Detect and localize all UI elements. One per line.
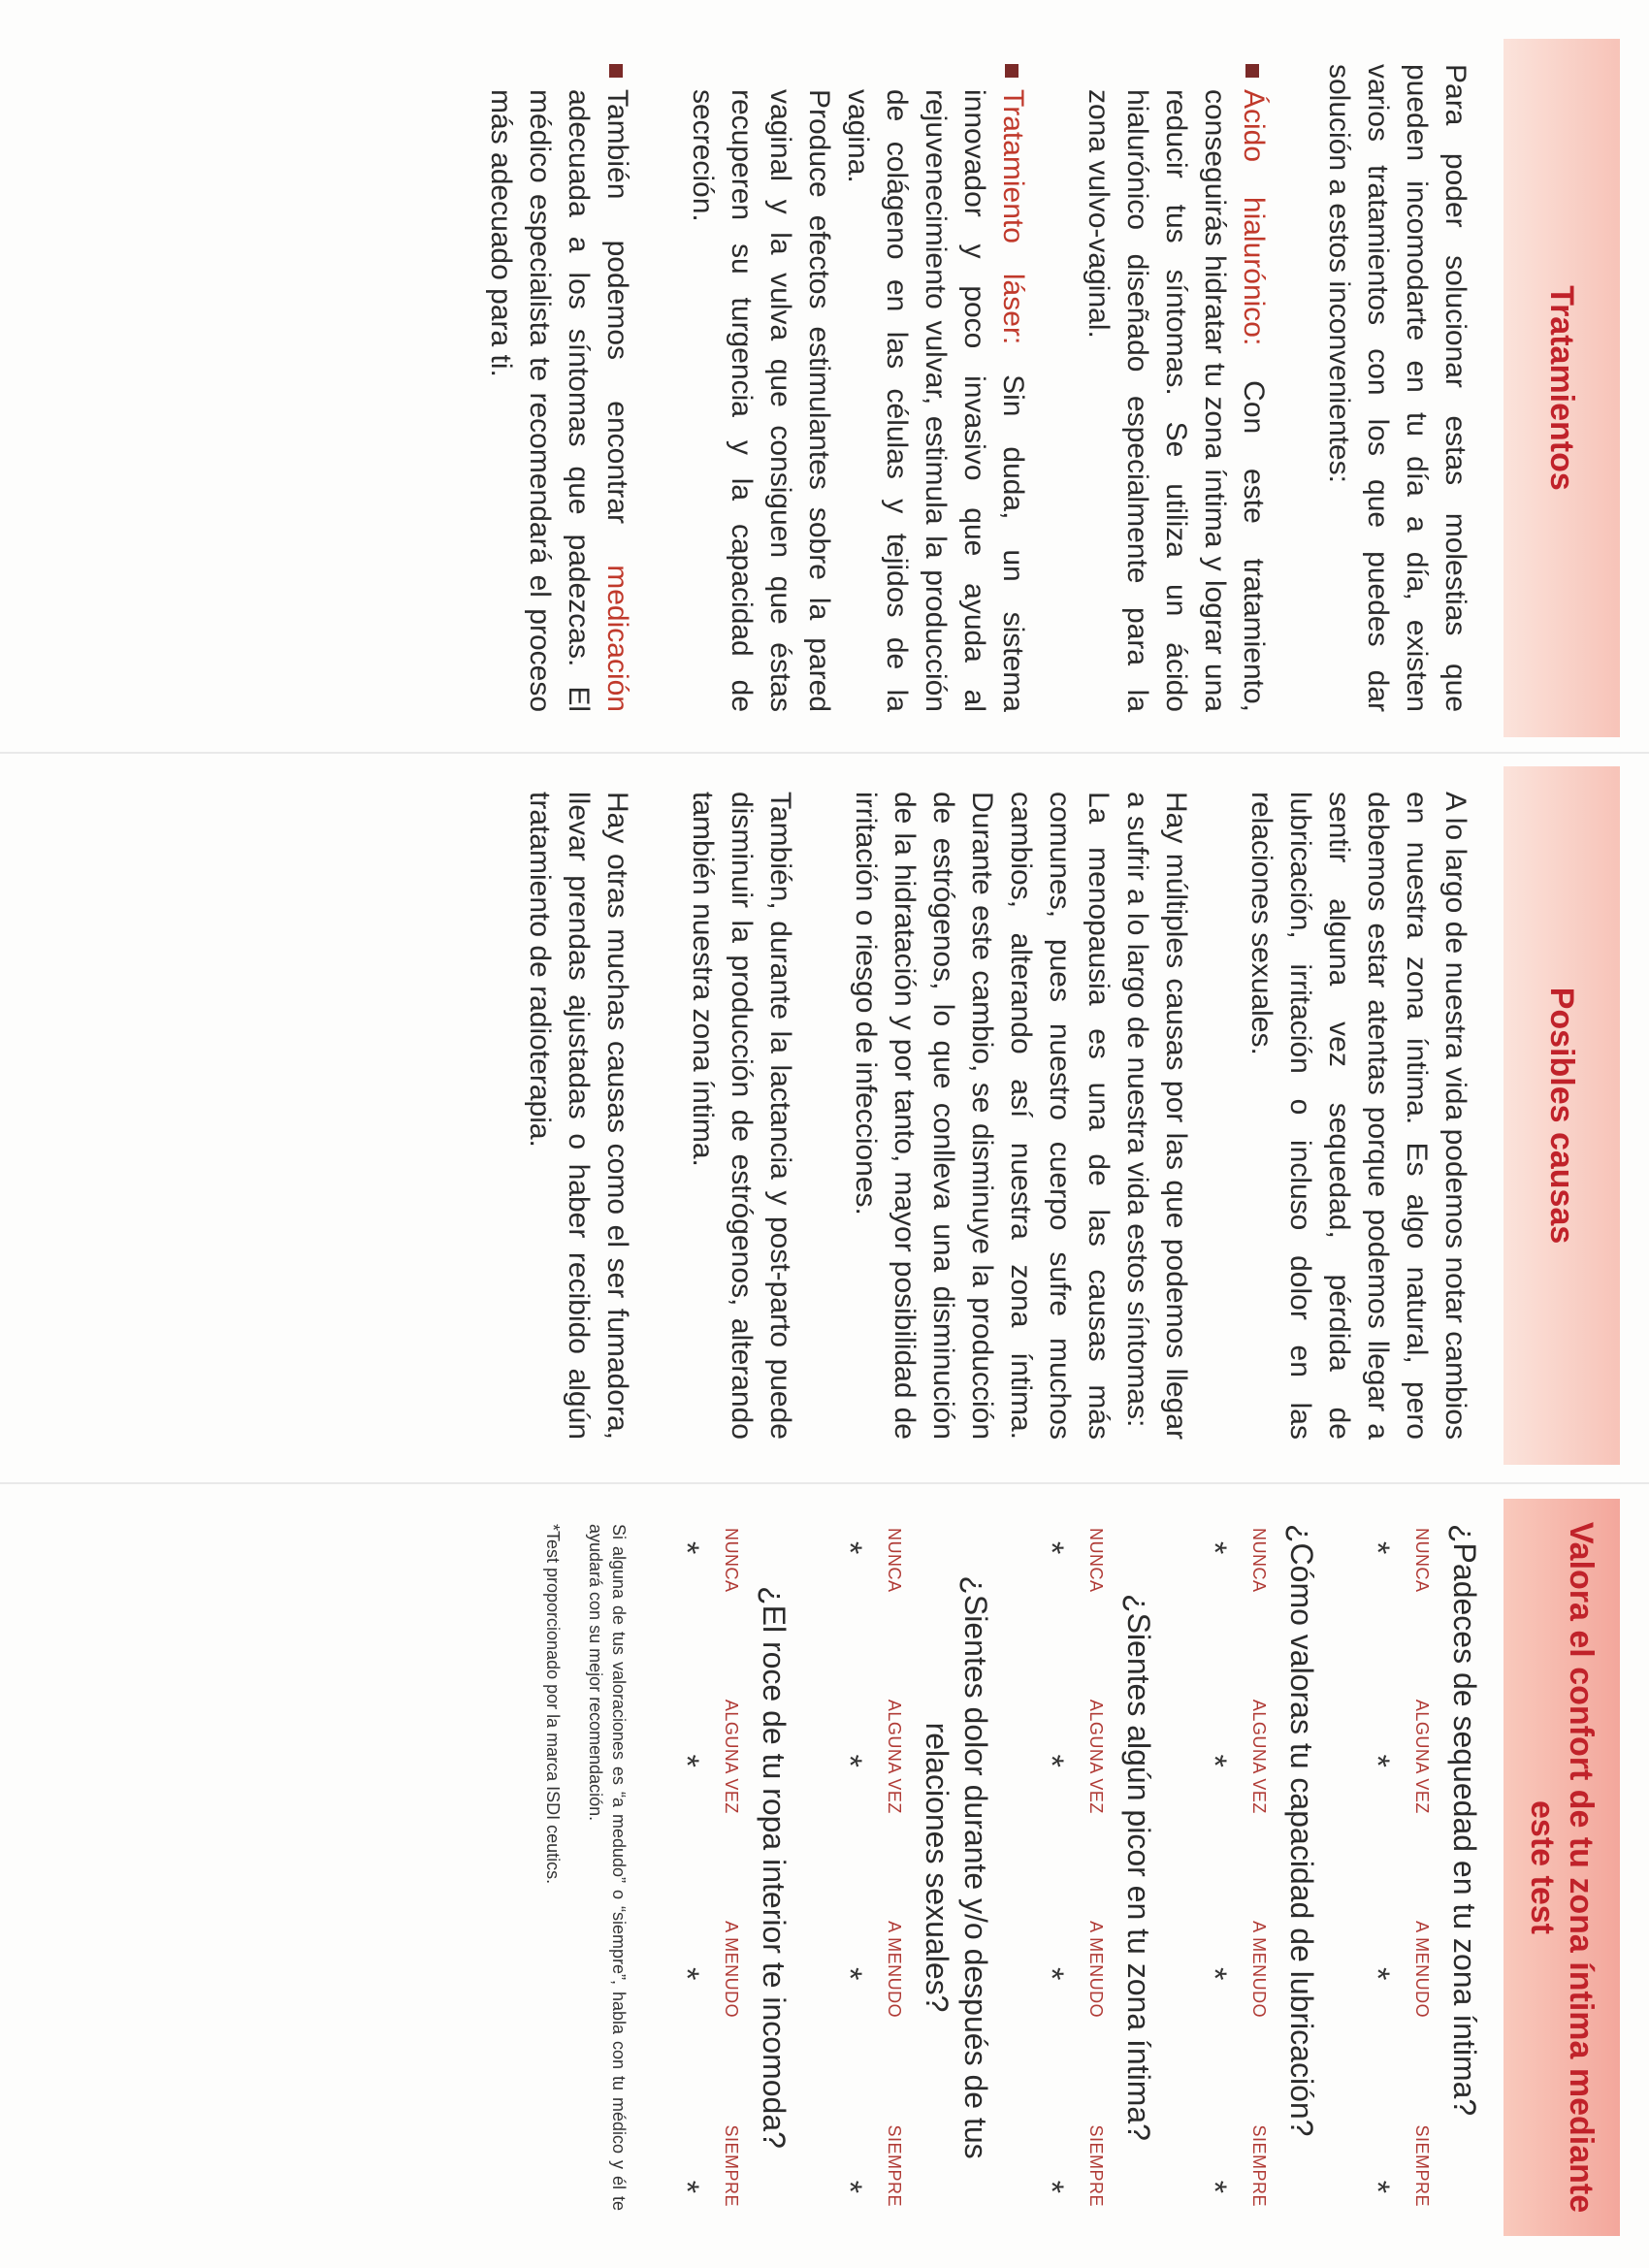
causes-panel [29,766,1620,1465]
test-question: ¿Padeces de sequedad en tu zona íntima? [1447,1524,1482,2117]
rating-option-often[interactable]: * [1033,1967,1070,1981]
rating-scale-labels [1240,1524,1278,2211]
treatment-label: medicación [601,565,633,712]
treatment-text: Con este tratamiento, conseguirás hidratar tu zona íntima y lograr una reducir tus síntomas. Se utiliza un ácido hialurónico diseñado especialmente para la zona vulvo-vaginal. [1083,89,1270,713]
scale-label-always: SIEMPRE [722,2124,741,2207]
causes-paragraph: A lo largo de nuestra vida podemos notar cambios en nuestra zona íntima. Es algo natural, pero debemos estar atentas porque podemos llegar a sentir alguna vez sequedad, pérdida de lubricación, irritación o incluso dolor en las relaciones sexuales. [1245,792,1471,1440]
scale-label-often: A MENUDO [885,1921,904,2019]
rating-option-never[interactable]: * [1033,1541,1070,1555]
rating-options [1195,1524,1240,2211]
test-question-block [1358,1524,1484,2211]
test-advice-note: Si alguna de tus valoraciones es “a medudo” o “siempre”, habla con tu médico y él te ayudará con su mejor recomendación. [586,1524,629,2211]
scale-label-always: SIEMPRE [1412,2124,1432,2207]
causes-paragraph: Hay múltiples causas por las que podemos llegar a sufrir a lo largo de nuestra vida estos síntomas: La menopausia es una de las causas más comunes, pues nuestro cuerpo sufre muchos cambios, alterando así nuestra zona íntima. Durante este cambio, se disminuye la producción de estrógenos, lo que conlleva una disminución de la hidratación y por tanto, mayor posibilidad de irritación o riesgo de infecciones. [850,792,1192,1440]
scale-label-often: A MENUDO [1086,1921,1106,2019]
treatment-item-hyaluronic [1079,64,1273,712]
rating-option-never[interactable]: * [1359,1541,1396,1555]
rating-options [1358,1524,1403,2211]
treatment-label: Ácido hialurónico: [1238,89,1270,346]
test-body [541,1524,1484,2211]
test-footnote: *Test proporcionado por la marca ISDI ceutics. [543,1524,563,1885]
bullet-square-icon [609,64,623,78]
scale-label-sometimes: ALGUNA VEZ [885,1699,904,1814]
treatments-intro: Para poder solucionar estas molestias que pueden incomodarte en tu día a día, existen varios tratamientos con los que puedes dar solución a estos inconvenientes: [1323,64,1471,712]
rating-option-sometimes[interactable]: * [831,1754,868,1767]
rating-option-always[interactable]: * [1196,2180,1233,2193]
test-question-block [1032,1524,1158,2211]
rating-option-often[interactable]: * [831,1967,868,1981]
scale-label-never: NUNCA [1086,1528,1106,1593]
scale-label-always: SIEMPRE [1249,2124,1269,2207]
rating-option-never[interactable]: * [831,1541,868,1555]
treatment-label: Tratamiento láser: [997,89,1029,345]
causes-title: Posibles causas [1504,766,1620,1465]
test-question: ¿El roce de tu ropa interior te incomoda? [757,1586,792,2149]
treatments-title: Tratamientos [1504,39,1620,737]
rating-option-always[interactable]: * [831,2180,868,2193]
scale-label-often: A MENUDO [1249,1921,1269,2019]
rating-option-never[interactable]: * [1196,1541,1233,1555]
rating-options [667,1524,712,2211]
bullet-square-icon [1005,64,1018,78]
scale-label-often: A MENUDO [1412,1921,1432,2019]
test-question-block [667,1524,793,2211]
treatments-body [435,64,1474,712]
rating-option-sometimes[interactable]: * [668,1754,705,1767]
treatments-panel [29,39,1620,737]
scale-label-always: SIEMPRE [885,2124,904,2207]
bullet-square-icon [1245,64,1259,78]
rating-option-sometimes[interactable]: * [1033,1754,1070,1767]
rating-option-sometimes[interactable]: * [1196,1754,1233,1767]
test-question-block [1195,1524,1321,2211]
scale-label-sometimes: ALGUNA VEZ [1412,1699,1432,1814]
test-question: ¿Cómo valoras tu capacidad de lubricación? [1284,1524,1319,2137]
scale-label-often: A MENUDO [722,1921,741,2019]
test-panel [29,1499,1620,2236]
scale-label-never: NUNCA [1412,1528,1432,1593]
rating-scale-labels [1403,1524,1441,2211]
test-question: ¿Sientes dolor durante y/o después de tus relaciones sexuales? [920,1575,993,2159]
scale-label-never: NUNCA [885,1528,904,1593]
rating-option-always[interactable]: * [1033,2180,1070,2193]
causes-paragraph: Hay otras muchas causas como el ser fumadora, llevar prendas ajustadas o haber recibido algún tratamiento de radioterapia. [524,792,633,1440]
rating-option-sometimes[interactable]: * [1359,1754,1396,1767]
test-title: Valora el confort de tu zona íntima mediante este test [1504,1499,1620,2236]
treatment-item-medication: También podemos encontrar medicación adecuada a los síntomas que padezcas. El médico especialista te recomendará el proceso más adecuado para ti. [481,64,636,712]
rating-options [1032,1524,1077,2211]
treatment-text-2: Produce efectos estimulantes sobre la pared vaginal y la vulva que consiguen que éstas recuperen su turgencia y la capacidad de secreción. [687,89,835,712]
rating-option-often[interactable]: * [1196,1967,1233,1981]
scale-label-always: SIEMPRE [1086,2124,1106,2207]
test-question-block [830,1524,995,2211]
test-question: ¿Sientes algún picor en tu zona íntima? [1121,1594,1156,2141]
rating-option-always[interactable]: * [1359,2180,1396,2193]
rating-option-often[interactable]: * [1359,1967,1396,1981]
scale-label-never: NUNCA [722,1528,741,1593]
scale-label-sometimes: ALGUNA VEZ [1249,1699,1269,1814]
scale-label-sometimes: ALGUNA VEZ [722,1699,741,1814]
rating-option-often[interactable]: * [668,1967,705,1981]
fold-line [0,1482,1649,1484]
rating-option-always[interactable]: * [668,2180,705,2193]
rating-scale-labels [712,1524,751,2211]
scale-label-sometimes: ALGUNA VEZ [1086,1699,1106,1814]
causes-paragraph: También, durante la lactancia y post-parto puede disminuir la producción de estrógenos, alterando también nuestra zona íntima. [687,792,796,1440]
fold-line [0,752,1649,754]
causes-body [473,792,1474,1440]
rating-scale-labels [875,1524,914,2211]
rating-option-never[interactable]: * [668,1541,705,1555]
scale-label-never: NUNCA [1249,1528,1269,1593]
rating-options [830,1524,875,2211]
treatment-item-laser [683,64,1032,712]
treatment-text: Sin duda, un sistema innovador y poco invasivo que ayuda al rejuvenecimiento vulvar, estimula la producción de colágeno en las células y tejidos de la vagina. [842,89,1029,712]
rating-scale-labels [1077,1524,1116,2211]
